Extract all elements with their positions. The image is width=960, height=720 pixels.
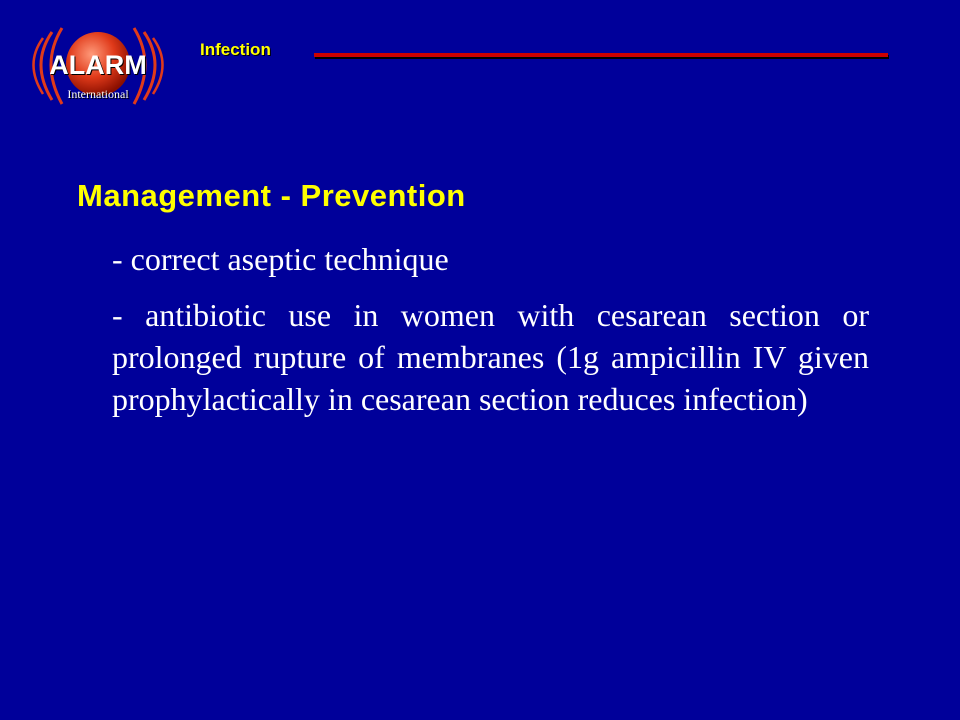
bullet-item: - correct aseptic technique <box>112 241 449 277</box>
bullet-list <box>112 238 869 434</box>
bullet-item: - antibiotic use in women with cesarean section or prolonged rupture of membranes (1g ampicillin IV given prophylactically in cesarean section reduces infection) <box>112 297 869 417</box>
header-divider <box>314 53 888 57</box>
slide-title: Management - Prevention <box>77 178 466 213</box>
section-label: Infection <box>200 40 271 59</box>
logo-wordmark: ALARM <box>49 50 147 80</box>
alarm-international-logo <box>28 20 168 112</box>
logo-subtitle: International <box>67 87 129 101</box>
